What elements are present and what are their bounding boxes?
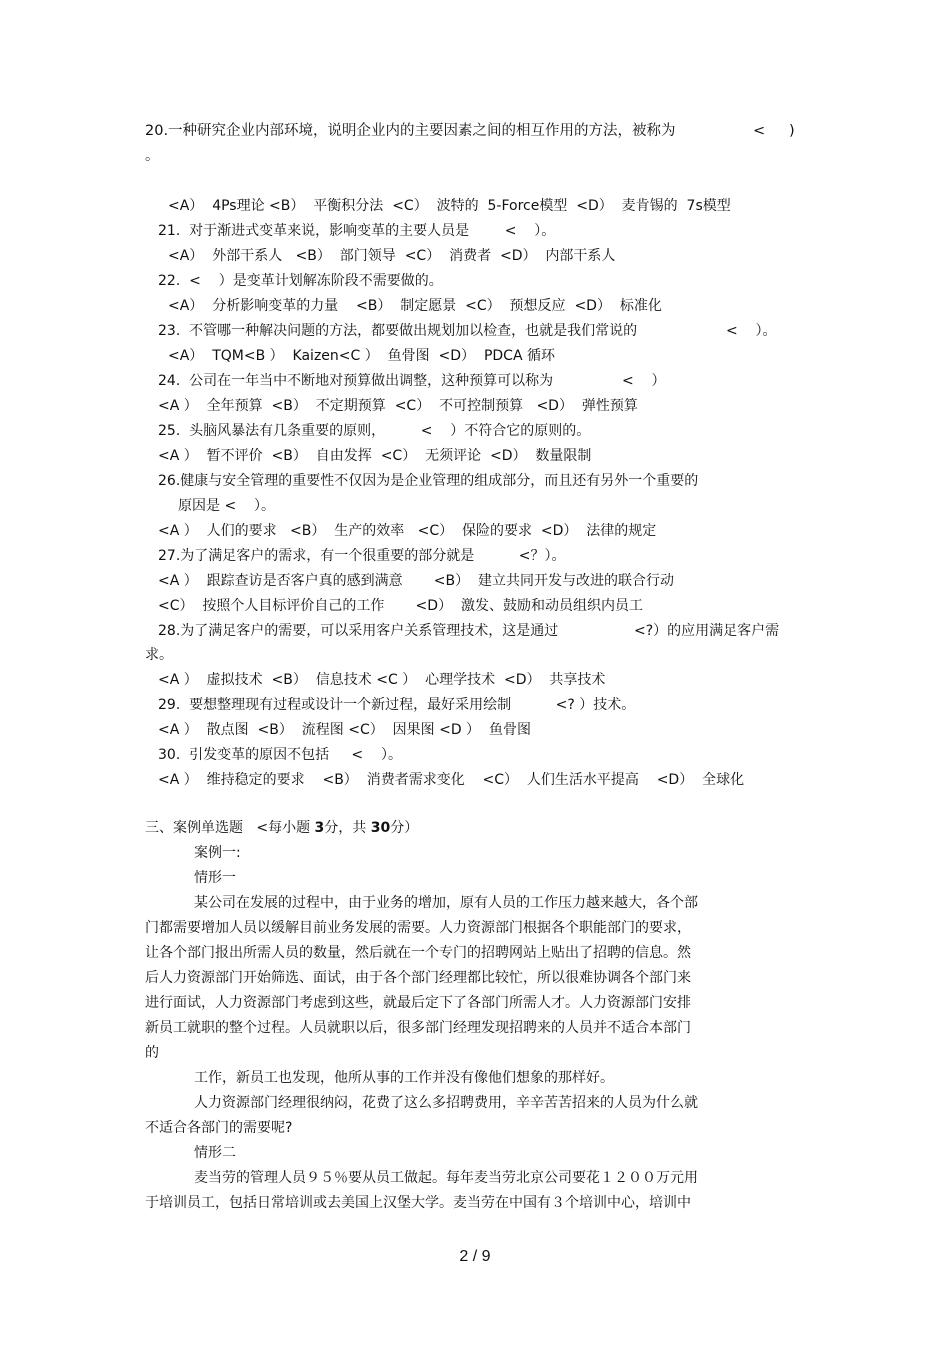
case-paragraph-line: 新员工就职的整个过程。人员就职以后，很多部门经理发现招聘来的人员并不适合本部门 [145,1020,691,1036]
q30-text: 30. 引发变革的原因不包括 < ）。 [158,747,402,763]
q28-text: 28.为了满足客户的需要，可以采用客户关系管理技术，这是通过 [158,623,559,639]
case-paragraph-4a: 麦当劳的管理人员９５％要从员工做起。每年麦当劳北京公司要花１２００万元用 [194,1170,698,1186]
q24-text: 24. 公司在一年当中不断地对预算做出调整，这种预算可以称为 [158,373,554,389]
q23-options: <A） TQM<B ） Kaizen<C ） 鱼骨图 <D） PDCA 循环 [168,348,555,364]
q20-options: <A） 4Ps理论 <B） 平衡积分法 <C） 波特的 5-Force模型 <D） 麦肯锡的 7s模型 [168,198,731,214]
section-heading-b: 分，共 [324,820,371,836]
q28-blank: <?）的应用满足客户需 [634,623,780,639]
q28-options: <A ） 虚拟技术 <B） 信息技术 <C ） 心理学技术 <D） 共享技术 [158,672,606,688]
q30-options: <A ） 维持稳定的要求 <B） 消费者需求变化 <C） 人们生活水平提高 <D） 全球化 [158,772,745,788]
q23-text: 23. 不管哪一种解决问题的方法，都要做出规划加以检查，也就是我们常说的 [158,323,638,339]
case-paragraph-3b: 不适合各部门的需要呢? [145,1120,293,1136]
q20-tail: 。 [145,148,160,164]
section-heading-c: 分） [390,820,419,836]
q24-options: <A ） 全年预算 <B） 不定期预算 <C） 不可控制预算 <D） 弹性预算 [158,398,638,414]
q26-text: 26.健康与安全管理的重要性不仅因为是企业管理的组成部分，而且还有另外一个重要的 [158,473,699,489]
q25-text: 25. 头脑风暴法有几条重要的原则， < ）不符合它的原则的。 [158,423,591,439]
q23-blank: < ）。 [726,323,777,339]
q21-options: <A） 外部干系人 <B） 部门领导 <C） 消费者 <D） 内部干系人 [168,248,616,264]
case-paragraph-2: 工作，新员工也发现，他所从事的工作并没有像他们想象的那样好。 [194,1070,614,1086]
q20-blank-close: ) [789,123,795,139]
page-number: 2 / 9 [459,1248,491,1265]
q28-tail: 求。 [145,647,173,663]
q22-options: <A） 分析影响变革的力量 <B） 制定愿景 <C） 预想反应 <D） 标准化 [168,298,662,314]
q26-text-continued: 原因是 < ）。 [178,498,275,514]
case-paragraph-4b: 于培训员工，包括日常培训或去美国上汉堡大学。麦当劳在中国有３个培训中心，培训中 [145,1195,691,1211]
case-paragraph-line: 的 [145,1045,159,1061]
section-heading [145,818,418,838]
case-paragraph-line: 让各个部门报出所需人员的数量，然后就在一个专门的招聘网站上贴出了招聘的信息。然 [145,945,691,961]
q24-blank: < ） [622,373,666,389]
q20-text: 20.一种研究企业内部环境，说明企业内的主要因素之间的相互作用的方法，被称为 [145,123,676,139]
q22-text: 22. < ）是变革计划解冻阶段不需要做的。 [158,273,443,289]
section-score-per-item: 3 [314,820,325,836]
q21-text: 21. 对于渐进式变革来说，影响变革的主要人员是 < ）。 [158,223,556,239]
q29-text: 29. 要想整理现有过程或设计一个新过程，最好采用绘制 <? ）技术。 [158,697,636,713]
q27-text: 27.为了满足客户的需求，有一个很重要的部分就是 <？）。 [158,548,566,564]
case-paragraph-line: 后人力资源部门开始筛选、面试，由于各个部门经理都比较忙，所以很难协调各个部门来 [145,970,691,986]
case-title: 案例一: [194,845,241,861]
q26-options: <A ） 人们的要求 <B） 生产的效率 <C） 保险的要求 <D） 法律的规定 [158,523,657,539]
scenario-1-title: 情形一 [194,870,236,886]
scenario-2-title: 情形二 [194,1145,236,1161]
case-paragraph-line: 进行面试，人力资源部门考虑到这些，就最后定下了各部门所需人才。人力资源部门安排 [145,995,691,1011]
q29-options: <A ） 散点图 <B） 流程图 <C） 因果图 <D ） 鱼骨图 [158,722,531,738]
q27-options-cd: <C） 按照个人目标评价自己的工作 <D） 激发、鼓励和动员组织内员工 [158,598,643,614]
section-score-total: 30 [370,820,391,836]
q25-options: <A ） 暂不评价 <B） 自由发挥 <C） 无须评论 <D） 数量限制 [158,448,592,464]
case-paragraph-line: 某公司在发展的过程中，由于业务的增加，原有人员的工作压力越来越大，各个部 [194,895,698,911]
q27-options-ab: <A ） 跟踪查访是否客户真的感到满意 <B） 建立共同开发与改进的联合行动 [158,573,675,589]
case-paragraph-line: 门都需要增加人员以缓解目前业务发展的需要。人力资源部门根据各个职能部门的要求， [145,920,691,936]
q20-blank-open: < [753,123,766,139]
section-heading-a: 三、案例单选题 <每小题 [145,820,315,836]
case-paragraph-3a: 人力资源部门经理很纳闷，花费了这么多招聘费用，辛辛苦苦招来的人员为什么就 [194,1095,698,1111]
